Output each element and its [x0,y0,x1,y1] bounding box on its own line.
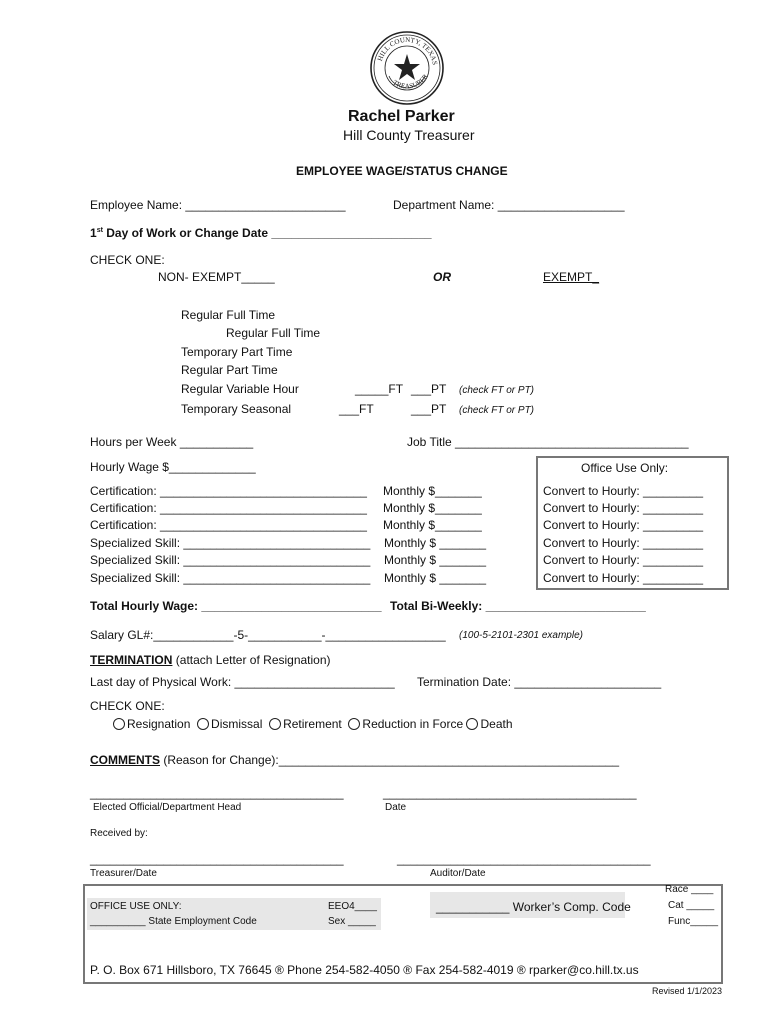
salary-gl-example: (100-5-2101-2301 example) [459,630,583,641]
option-retirement[interactable] [269,717,342,731]
elected-official-signature-line[interactable]: ______________________________________ [90,786,344,800]
hours-per-week-field[interactable]: Hours per Week ___________ [90,435,254,449]
reduction-label: Reduction in Force [362,717,464,731]
convert-hourly-3[interactable]: Convert to Hourly: _________ [543,518,704,532]
specialized-skill-2-monthly[interactable]: Monthly $ _______ [384,553,487,567]
certification-3-monthly[interactable]: Monthly $_______ [383,518,482,532]
option-death[interactable] [466,717,512,731]
termination-options [113,717,513,731]
dismissal-radio[interactable] [197,718,209,730]
variable-hour-note: (check FT or PT) [459,385,535,396]
death-label: Death [480,717,513,731]
specialized-skill-2[interactable]: Specialized Skill: ____________________________ [90,553,371,567]
total-hourly-wage-field[interactable]: Total Hourly Wage: ___________________________ [90,599,382,613]
check-one-label: CHECK ONE: [90,253,165,267]
termination-title: TERMINATION [90,653,173,667]
convert-hourly-6[interactable]: Convert to Hourly: _________ [543,571,704,585]
cat-field[interactable]: Cat _____ [668,900,715,911]
revised-date: Revised 1/1/2023 [652,986,723,996]
seasonal-ft[interactable]: ___FT [339,402,374,416]
certification-1-monthly[interactable]: Monthly $_______ [383,484,482,498]
comments-field[interactable] [90,753,619,767]
treasurer-date-label: Treasurer/Date [90,868,157,879]
treasurer-signature-line[interactable]: ______________________________________ [90,852,344,866]
termination-date-field[interactable]: Termination Date: ______________________ [417,675,662,689]
dismissal-label: Dismissal [211,717,263,731]
hourly-wage-field[interactable]: Hourly Wage $_____________ [90,460,256,474]
footer-address: P. O. Box 671 Hillsboro, TX 76645 ® Phone 254-582-4050 ® Fax 254-582-4019 ® rparker@co.hill.tx.us [90,963,639,977]
position-regular-variable-hour[interactable]: Regular Variable Hour [181,382,299,396]
termination-check-one: CHECK ONE: [90,699,165,713]
change-date-label: Day of Work or Change Date ________________________ [102,226,432,240]
reduction-radio[interactable] [348,718,360,730]
termination-heading [90,653,331,667]
comments-heading: COMMENTS [90,753,160,767]
auditor-date-label: Auditor/Date [430,868,486,879]
office-use-only-label: OFFICE USE ONLY: [90,901,182,912]
resignation-label: Resignation [127,717,191,731]
svg-text:HILL COUNTY, TEXAS: HILL COUNTY, TEXAS [376,35,439,66]
certification-3[interactable]: Certification: _______________________________ [90,518,367,532]
func-field[interactable]: Func_____ [668,916,719,927]
variable-hour-pt[interactable]: ___PT [411,382,447,396]
exempt-option[interactable]: EXEMPT_ [543,270,600,284]
position-temporary-seasonal[interactable]: Temporary Seasonal [181,402,292,416]
salary-gl-field[interactable]: Salary GL#:____________-5-___________-__________________ [90,628,446,642]
treasurer-title: Hill County Treasurer [343,127,475,143]
change-date-one: 1 [90,226,97,240]
non-exempt-option[interactable]: NON- EXEMPT_____ [158,270,275,284]
certification-1[interactable]: Certification: _______________________________ [90,484,367,498]
received-by-label: Received by: [90,828,148,839]
convert-hourly-2[interactable]: Convert to Hourly: _________ [543,501,704,515]
form-title: EMPLOYEE WAGE/STATUS CHANGE [296,164,508,178]
position-regular-part-time[interactable]: Regular Part Time [181,363,278,377]
position-regular-full-time[interactable]: Regular Full Time [181,308,276,322]
auditor-signature-line[interactable]: ______________________________________ [397,852,651,866]
specialized-skill-3[interactable]: Specialized Skill: ____________________________ [90,571,371,585]
specialized-skill-1[interactable]: Specialized Skill: ____________________________ [90,536,371,550]
convert-hourly-5[interactable]: Convert to Hourly: _________ [543,553,704,567]
sex-field[interactable]: Sex _____ [328,916,376,927]
treasurer-name: Rachel Parker [348,108,455,125]
job-title-field[interactable]: Job Title ___________________________________ [407,435,689,449]
death-radio[interactable] [466,718,478,730]
option-reduction-in-force[interactable] [348,717,463,731]
comments-rest: (Reason for Change):___________________________________________________ [160,753,620,767]
svg-text:TREASURER: TREASURER [391,72,430,91]
specialized-skill-3-monthly[interactable]: Monthly $ _______ [384,571,487,585]
option-dismissal[interactable] [197,717,262,731]
change-date-sup: st [96,227,103,234]
convert-hourly-1[interactable]: Convert to Hourly: _________ [543,484,704,498]
office-use-title: Office Use Only: [581,461,669,475]
change-date-field[interactable] [90,226,432,240]
elected-official-label: Elected Official/Department Head [93,802,242,813]
state-employment-code-field[interactable]: __________ State Employment Code [90,916,257,927]
employee-name-field[interactable]: Employee Name: ________________________ [90,198,346,212]
date-label: Date [385,802,407,813]
eeo4-field[interactable]: EEO4____ [328,901,377,912]
certification-2-monthly[interactable]: Monthly $_______ [383,501,482,515]
retirement-label: Retirement [283,717,342,731]
county-seal-logo [369,30,445,106]
convert-hourly-4[interactable]: Convert to Hourly: _________ [543,536,704,550]
department-name-field[interactable]: Department Name: ___________________ [393,198,625,212]
race-field[interactable]: Race ____ [665,884,714,895]
position-temporary-part-time[interactable]: Temporary Part Time [181,345,293,359]
workers-comp-code-field[interactable]: ___________ Worker’s Comp. Code [436,900,631,914]
last-day-field[interactable]: Last day of Physical Work: ________________________ [90,675,395,689]
retirement-radio[interactable] [269,718,281,730]
position-regular-full-time-2[interactable]: Regular Full Time [226,326,321,340]
or-label: OR [433,270,451,284]
option-resignation[interactable] [113,717,190,731]
seasonal-note: (check FT or PT) [459,405,535,416]
resignation-radio[interactable] [113,718,125,730]
date-signature-line[interactable]: ______________________________________ [383,786,637,800]
termination-note: (attach Letter of Resignation) [172,653,331,667]
certification-2[interactable]: Certification: _______________________________ [90,501,367,515]
seasonal-pt[interactable]: ___PT [411,402,447,416]
variable-hour-ft[interactable]: _____FT [355,382,404,396]
total-biweekly-field[interactable]: Total Bi-Weekly: ________________________ [390,599,646,613]
specialized-skill-1-monthly[interactable]: Monthly $ _______ [384,536,487,550]
